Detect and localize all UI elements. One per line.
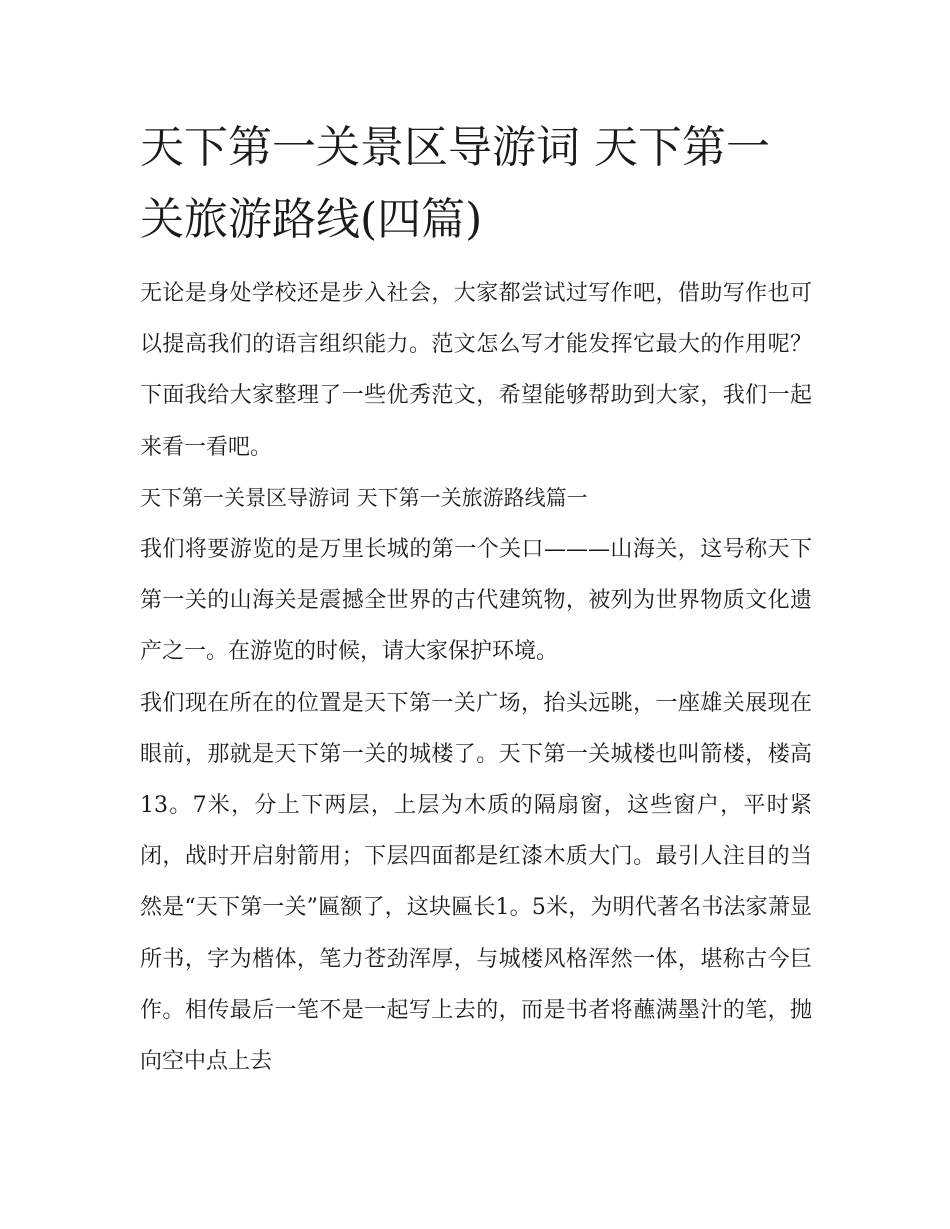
section-heading: 天下第一关景区导游词 天下第一关旅游路线篇一 <box>140 485 588 510</box>
document-page <box>140 112 812 1087</box>
body-paragraph-1: 我们将要游览的是万里长城的第一个关口———山海关，这号称天下第一关的山海关是震撼全世界的古代建筑物，被列为世界物质文化遗产之一。在游览的时候，请大家保护环境。 <box>140 537 812 665</box>
document-title: 天下第一关景区导游词 天下第一关旅游路线(四篇) <box>140 122 770 245</box>
intro-paragraph: 无论是身处学校还是步入社会，大家都尝试过写作吧，借助写作也可以提高我们的语言组织能力。范文怎么写才能发挥它最大的作用呢？下面我给大家整理了一些优秀范文，希望能够帮助到大家，我们一起来看一看吧。 <box>140 281 812 460</box>
body-paragraph-2: 我们现在所在的位置是天下第一关广场，抬头远眺，一座雄关展现在眼前，那就是天下第一关的城楼了。天下第一关城楼也叫箭楼，楼高13。7米，分上下两层，上层为木质的隔扇窗，这些窗户，平时紧闭，战时开启射箭用；下层四面都是红漆木质大门。最引人注目的当然是“天下第一关”匾额了，这块匾长1。5米，为明代著名书法家萧显所书，字为楷体，笔力苍劲浑厚，与城楼风格浑然一体，堪称古今巨作。相传最后一笔不是一起写上去的，而是书者将蘸满墨汁的笔，抛向空中点上去 <box>140 690 812 1075</box>
